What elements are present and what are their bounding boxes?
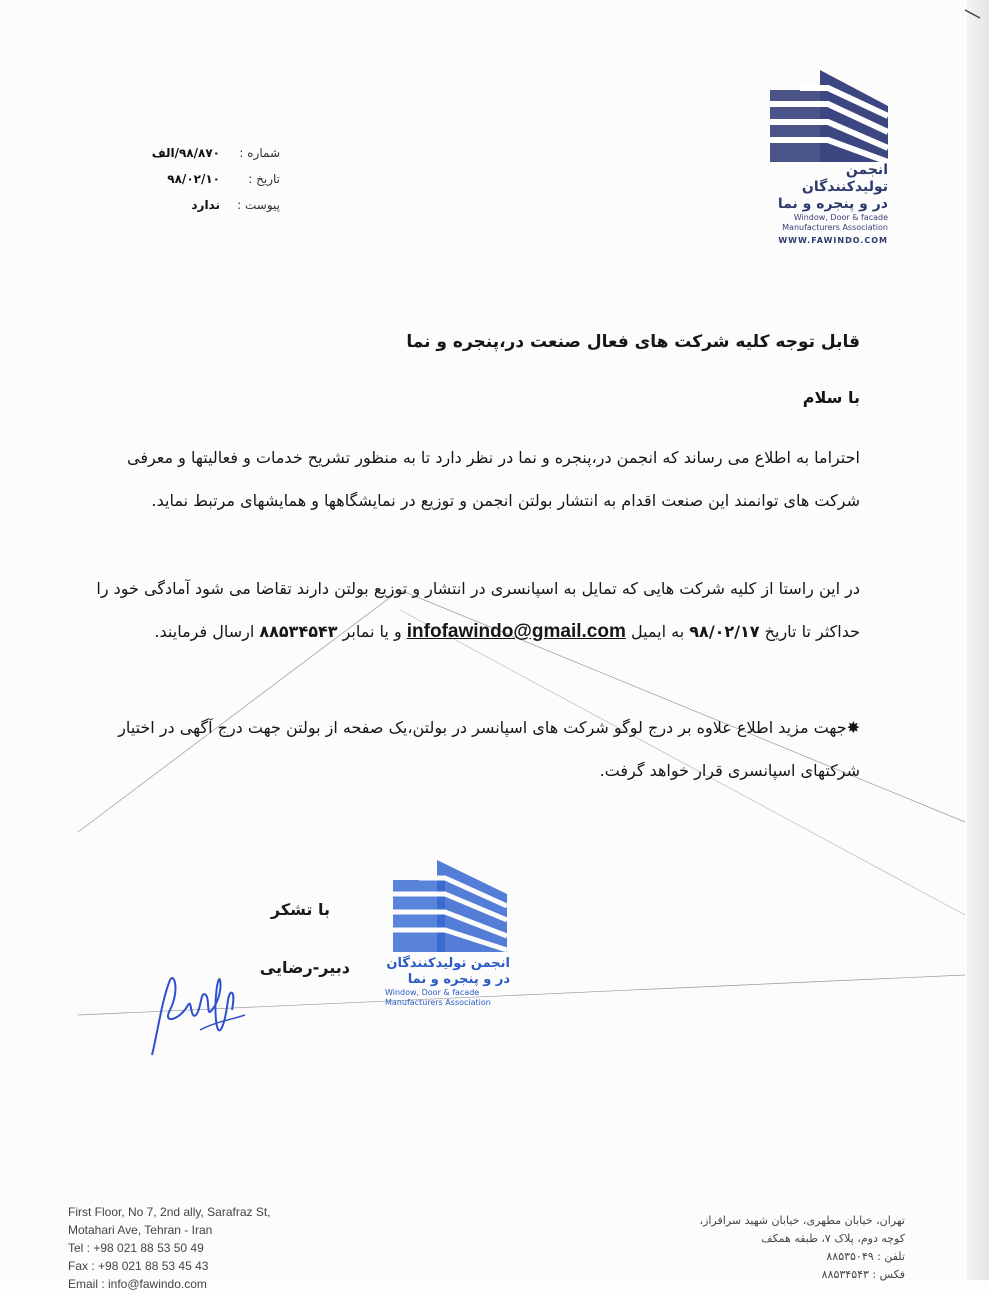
logo-name-en-line1: Window, Door & facade [793,213,888,222]
letter-paragraph-2 [80,567,860,653]
footer-address-fa [640,1212,905,1284]
signer-name: دبیر-رضایی [259,958,350,977]
contact-email-link[interactable]: infofawindo@gmail.com [406,621,626,642]
attachment-label: پیوست : [237,198,280,212]
letter-closing: با تشکر [270,900,330,919]
logo-name-fa-line2: در و پنجره و نما [777,196,888,212]
footer-en-fax: Fax : +98 021 88 53 45 43 [68,1259,209,1273]
reference-number-row [120,140,280,166]
fax-number: ۸۸۵۳۴۵۴۳ [259,622,338,641]
footer-fa-tel: تلفن : ۸۸۵۳۵۰۴۹ [826,1250,905,1263]
footer-en-line2: Motahari Ave, Tehran - Iran [68,1223,213,1237]
logo-name-en-line2: Manufacturers Association [782,223,888,232]
stamp-building-icon [385,860,510,952]
paragraph-2-part-c: و یا نمابر [342,622,402,641]
paragraph-2-part-d: ارسال فرمایند. [154,622,255,641]
footer-fa-line1: تهران، خیابان مطهری، خیابان شهید سرافراز، [699,1214,905,1227]
reference-date-row [120,166,280,192]
date-label: تاریخ : [248,172,280,186]
footer-en-line1: First Floor, No 7, 2nd ally, Sarafraz St, [68,1205,271,1219]
deadline-date: ۹۸/۰۲/۱۷ [689,622,760,641]
letter-greeting: با سلام [802,388,860,407]
date-value: ۹۸/۰۲/۱۰ [167,172,220,186]
building-logo-icon [770,70,890,162]
footer-en-tel: Tel : +98 021 88 53 50 49 [68,1241,204,1255]
number-value: ۹۸/۸۷۰/الف [151,146,220,160]
reference-block [120,140,280,218]
reference-attachment-row [120,192,280,218]
letterhead-logo [770,70,895,245]
stamp-name-fa-line2: در و پنجره و نما [407,972,510,987]
logo-name-fa-line1: انجمن تولیدکنندگان [801,162,888,195]
paragraph-2-part-b: به ایمیل [630,622,685,641]
letter-paragraph-3: ✸جهت مزید اطلاع علاوه بر درج لوگو شرکت های اسپانسر در بولتن،یک صفحه از بولتن جهت درج آگهی در اختیار شرکتهای اسپانسری قرار خواهد گرفت. [118,718,860,780]
number-label: شماره : [239,146,280,160]
letter-paragraph-1: احتراما به اطلاع می رساند که انجمن در،پنجره و نما در نظر دارد تا به منظور تشریح خدمات و فعالیتها و معرفی شرکت های توانمند این صنعت اقدام به انتشار بولتن انجمن و توزیع در نمایشگاهها و همایشهای مرتبط نماید. [126,448,860,510]
footer-fa-fax: فکس : ۸۸۵۳۴۵۴۳ [821,1268,905,1281]
association-stamp [385,860,515,1008]
letter-title: قابل توجه کلیه شرکت های فعال صنعت در،پنجره و نما [406,332,860,352]
logo-website: WWW.FAWINDO.COM [778,236,888,245]
stamp-name-en-line2: Manufacturers Association [385,998,491,1007]
stamp-name-fa-line1: انجمن تولیدکنندگان [386,956,510,971]
attachment-value: ندارد [191,198,220,212]
paragraph-2-part-a: در این راستا از کلیه شرکت هایی که تمایل به اسپانسری در انتشار و توزیع بولتن دارند تقاضا می شود آمادگی خود را حداکثر تا تاریخ [96,579,860,641]
handwritten-signature [140,960,250,1060]
stamp-name-en-line1: Window, Door & facade [385,988,480,997]
footer-fa-line2: کوچه دوم، پلاک ۷، طبقه همکف [761,1232,905,1245]
footer-en-email: Email : info@fawindo.com [68,1277,207,1291]
